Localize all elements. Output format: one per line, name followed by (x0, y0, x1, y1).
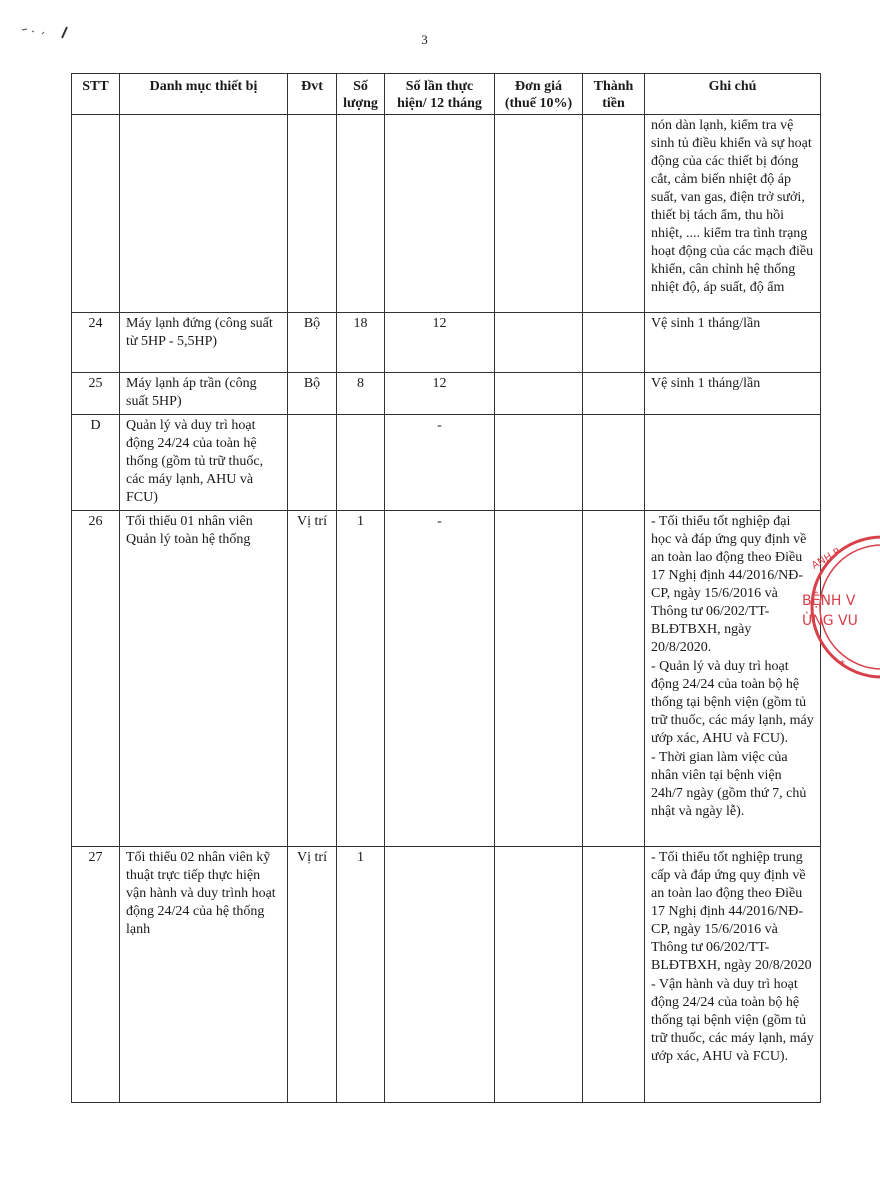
header-total: Thành tiền (583, 74, 645, 115)
header-qty: Số lượng (337, 74, 385, 115)
table-header-row (72, 74, 821, 115)
note-line: - Quản lý và duy trì hoạt động 24/24 của toàn bộ hệ thống tại bệnh viện (gồm tủ trữ thuốc, các máy lạnh, máy ướp xác, AHU và FCU). (651, 659, 814, 746)
cell-unit: Vị trí (288, 511, 337, 847)
cell-qty: 1 (337, 511, 385, 847)
cell-qty (337, 415, 385, 511)
note-line: Vệ sinh 1 tháng/lần (651, 376, 761, 391)
cell-stt: 24 (72, 313, 120, 373)
svg-text:ANH P: ANH P (810, 546, 843, 572)
cell-unit: Bộ (288, 313, 337, 373)
cell-device: Máy lạnh đứng (công suất từ 5HP - 5,5HP) (120, 313, 288, 373)
table-row (72, 847, 821, 1103)
table-row (72, 373, 821, 415)
cell-times (385, 115, 495, 313)
cell-stt: 26 (72, 511, 120, 847)
cell-total (583, 373, 645, 415)
cell-device: Máy lạnh áp trần (công suất 5HP) (120, 373, 288, 415)
cell-device: Quản lý và duy trì hoạt động 24/24 của toàn hệ thống (gồm tủ trữ thuốc, các máy lạnh, AHU và FCU) (120, 415, 288, 511)
cell-note (645, 511, 821, 847)
note-line: - Tối thiểu tốt nghiệp trung cấp và đáp ứng quy định về an toàn lao động theo Điều 17 Nghị định 44/2016/NĐ-CP, ngày 15/6/2016 và Thông tư 06/202/TT-BLĐTBXH, ngày 20/8/2020 (651, 850, 812, 973)
cell-total (583, 313, 645, 373)
header-price: Đơn giá (thuế 10%) (495, 74, 583, 115)
cell-device (120, 115, 288, 313)
cell-note (645, 847, 821, 1103)
svg-text:ÙNG VU: ÙNG VU (802, 613, 858, 629)
header-note: Ghi chú (645, 74, 821, 115)
page-number: 3 (421, 32, 428, 47)
header-unit: Đvt (288, 74, 337, 115)
cell-total (583, 511, 645, 847)
cell-times: - (385, 511, 495, 847)
cell-qty: 18 (337, 313, 385, 373)
cell-total (583, 847, 645, 1103)
cell-device: Tối thiểu 02 nhân viên kỹ thuật trực tiếp thực hiện vận hành và duy trình hoạt động 24/24 của hệ thống lạnh (120, 847, 288, 1103)
table-row (72, 313, 821, 373)
cell-total (583, 415, 645, 511)
header-device: Danh mục thiết bị (120, 74, 288, 115)
cell-times: 12 (385, 373, 495, 415)
table-row (72, 415, 821, 511)
cell-price (495, 373, 583, 415)
svg-text:*: * (840, 659, 845, 670)
table-row (72, 511, 821, 847)
red-seal-stamp (800, 527, 880, 687)
cell-device: Tối thiểu 01 nhân viên Quản lý toàn hệ thống (120, 511, 288, 847)
cell-price (495, 115, 583, 313)
header-stt: STT (72, 74, 120, 115)
cell-stt: D (72, 415, 120, 511)
equipment-table (71, 73, 821, 1103)
note-line: - Vận hành và duy trì hoạt động 24/24 của toàn bộ hệ thống tại bệnh viện (gồm tủ trữ thuốc, các máy lạnh, máy ướp xác, AHU và FCU). (651, 977, 814, 1064)
note-line: Vệ sinh 1 tháng/lần (651, 316, 761, 331)
cell-times (385, 847, 495, 1103)
cell-stt (72, 115, 120, 313)
cell-price (495, 415, 583, 511)
cell-times: 12 (385, 313, 495, 373)
note-line: - Tối thiểu tốt nghiệp đại học và đáp ứng quy định về an toàn lao động theo Điều 17 Nghị định 44/2016/NĐ-CP, ngày 15/6/2016 và Thông tư 06/202/TT-BLĐTBXH, ngày 20/8/2020. (651, 514, 807, 655)
cell-note (645, 415, 821, 511)
note-line: nón dàn lạnh, kiểm tra vệ sinh tủ điều khiển và sự hoạt động của các thiết bị đóng cắt, cảm biến nhiệt độ áp suất, van gas, điện trở sưởi, thiết bị tách ẩm, thu hồi nhiệt, .... kiểm tra tình trạng hoạt động của các mạch điều khiển, cân chỉnh hệ thống nhiệt độ, áp suất, độ ẩm (651, 118, 814, 295)
cell-times: - (385, 415, 495, 511)
cell-unit (288, 415, 337, 511)
cell-unit: Vị trí (288, 847, 337, 1103)
cell-qty (337, 115, 385, 313)
cell-unit (288, 115, 337, 313)
table-row (72, 115, 821, 313)
cell-price (495, 847, 583, 1103)
cell-price (495, 313, 583, 373)
cell-stt: 27 (72, 847, 120, 1103)
cell-total (583, 115, 645, 313)
cell-unit: Bộ (288, 373, 337, 415)
svg-text:BỆNH V: BỆNH V (802, 593, 856, 609)
note-line: - Thời gian làm việc của nhân viên tại bệnh viện 24h/7 ngày (gồm thứ 7, chủ nhật và ngày lễ). (651, 750, 807, 819)
cell-note (645, 373, 821, 415)
header-times: Số lần thực hiện/ 12 tháng (385, 74, 495, 115)
cell-stt: 25 (72, 373, 120, 415)
cell-qty: 1 (337, 847, 385, 1103)
cell-note (645, 115, 821, 313)
cell-qty: 8 (337, 373, 385, 415)
cell-note (645, 313, 821, 373)
cell-price (495, 511, 583, 847)
